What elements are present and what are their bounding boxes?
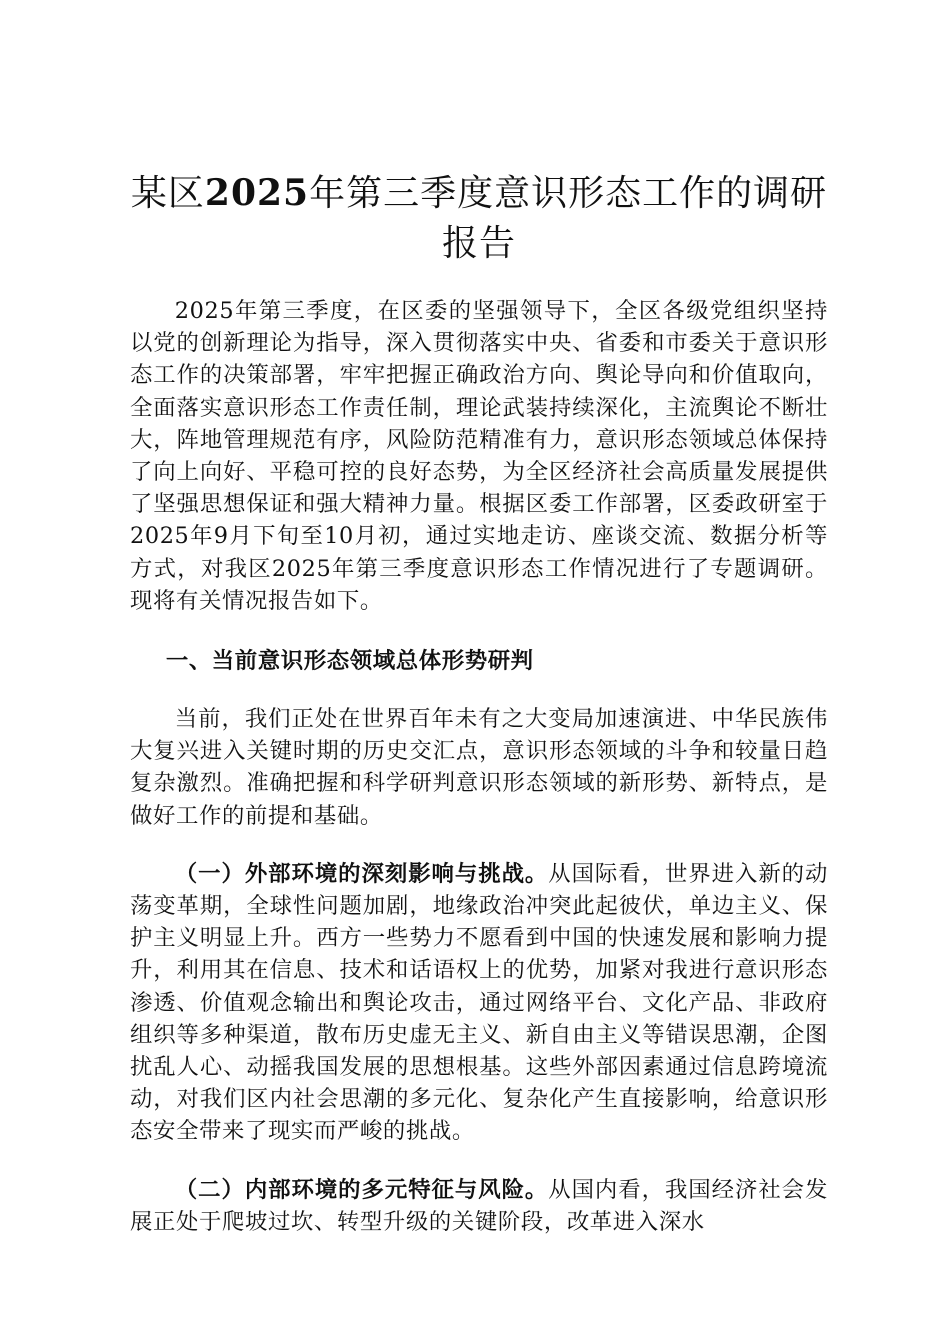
document-page — [130, 150, 828, 1238]
document-title — [130, 168, 828, 269]
title-rest: 年第三季度意识形态工作的调研报告 — [309, 173, 828, 264]
section-heading-1: 一、当前意识形态领域总体形势研判 — [165, 648, 534, 675]
subsection-1-lead: （一）外部环境的深刻影响与挑战。 — [174, 860, 549, 887]
subsection-2-paragraph — [130, 1174, 828, 1238]
intro-paragraph: 2025年第三季度，在区委的坚强领导下，全区各级党组织坚持以党的创新理论为指导，深入贯彻落实中央、省委和市委关于意识形态工作的决策部署，牢牢把握正确政治方向、舆论导向和价值取向，全面落实意识形态工作责任制，理论武装持续深化，主流舆论不断壮大，阵地管理规范有序，风险防范精准有力，意识形态领域总体保持了向上向好、平稳可控的良好态势，为全区经济社会高质量发展提供了坚强思想保证和强大精神力量。根据区委工作部署，区委政研室于2025年9月下旬至10月初，通过实地走访、座谈交流、数据分析等方式，对我区2025年第三季度意识形态工作情况进行了专题调研。现将有关情况报告如下。 — [130, 298, 828, 614]
section-1-paragraph: 当前，我们正处在世界百年未有之大变局加速演进、中华民族伟大复兴进入关键时期的历史交汇点，意识形态领域的斗争和较量日趋复杂激烈。准确把握和科学研判意识形态领域的新形势、新特点，是做好工作的前提和基础。 — [130, 706, 828, 829]
subsection-2-lead: （二）内部环境的多元特征与风险。 — [174, 1176, 549, 1203]
title-prefix: 某区 — [130, 173, 205, 214]
subsection-2-text: 从国内看，我国经济社会发展正处于爬坡过坎、转型升级的关键阶段，改革进入深水 — [130, 1176, 828, 1235]
subsection-1-paragraph — [130, 858, 828, 1148]
subsection-1-text: 从国际看，世界进入新的动荡变革期，全球性问题加剧，地缘政治冲突此起彼伏，单边主义、保护主义明显上升。西方一些势力不愿看到中国的快速发展和影响力提升，利用其在信息、技术和话语权上的优势，加紧对我进行意识形态渗透、价值观念输出和舆论攻击，通过网络平台、文化产品、非政府组织等多种渠道，散布历史虚无主义、新自由主义等错误思潮，企图扰乱人心、动摇我国发展的思想根基。这些外部因素通过信息跨境流动，对我们区内社会思潮的多元化、复杂化产生直接影响，给意识形态安全带来了现实而严峻的挑战。 — [130, 860, 828, 1145]
title-year: 2025 — [204, 172, 310, 214]
